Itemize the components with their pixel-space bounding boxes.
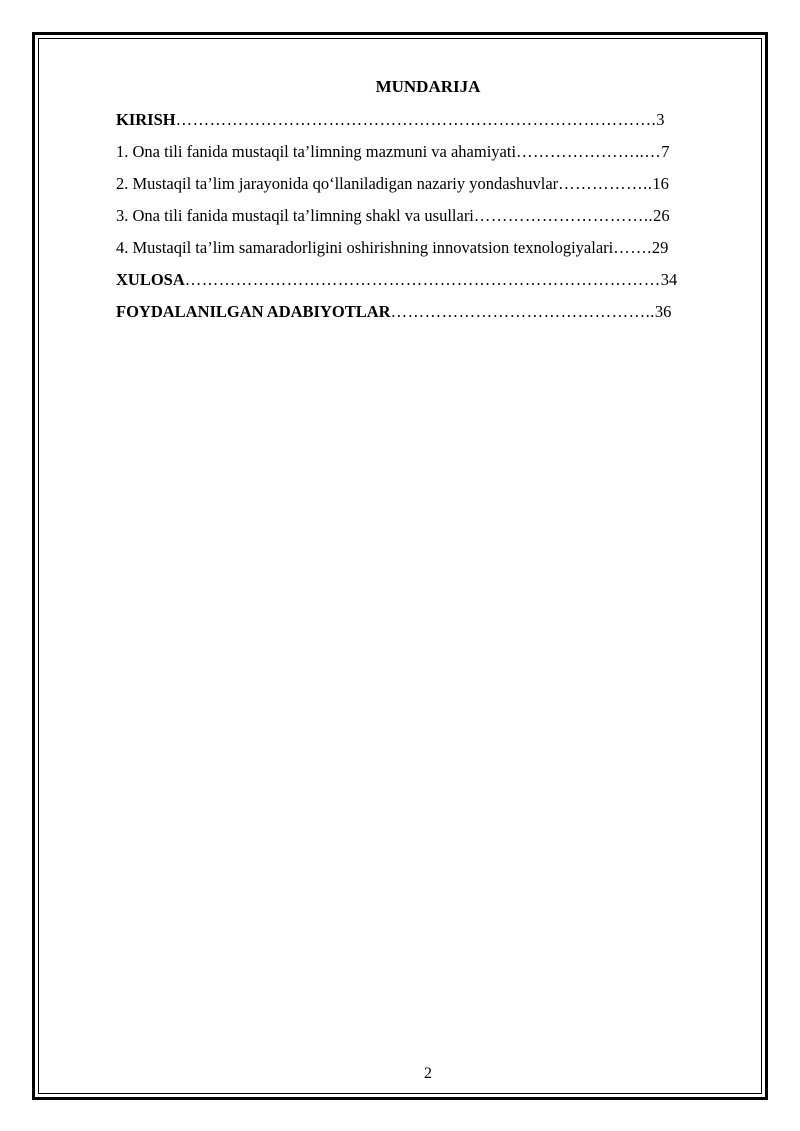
toc-heading: MUNDARIJA (375, 77, 481, 96)
toc-entry-chapter-4[interactable] (116, 236, 742, 268)
toc-leader-dots: ………………………….. (473, 206, 654, 225)
toc-entry-page: 16 (652, 174, 669, 193)
toc-entry-page: 34 (660, 270, 678, 289)
table-of-contents (116, 108, 742, 332)
toc-entry-title: 3. Ona tili fanida mustaqil ta’limning shakl va usullari (116, 206, 474, 225)
toc-entry-title: XULOSA (116, 270, 185, 289)
toc-entry-page: 3 (656, 110, 665, 129)
toc-leader-dots: ………………………………………………………………………… (184, 270, 661, 289)
toc-entry-chapter-3[interactable] (116, 204, 742, 236)
toc-entry-page: 26 (653, 206, 670, 225)
toc-entry-title: 2. Mustaqil ta’lim jarayonida qo‘llaniladigan nazariy yondashuvlar (116, 174, 559, 193)
toc-entry-xulosa[interactable] (116, 268, 742, 300)
toc-entry-chapter-1[interactable] (116, 140, 742, 172)
toc-entry-page: 36 (654, 302, 672, 321)
toc-leader-dots: …………………………………………………………………………. (175, 110, 657, 129)
toc-entry-title: KIRISH (116, 110, 176, 129)
toc-leader-dots: ……………………………………….. (390, 302, 655, 321)
toc-leader-dots: ……. (613, 238, 652, 257)
toc-entry-page: 7 (661, 142, 670, 161)
toc-entry-adabiyotlar[interactable] (116, 300, 742, 332)
toc-entry-title: 4. Mustaqil ta’lim samaradorligini oshirishning innovatsion texnologiyalari (116, 238, 614, 257)
toc-entry-chapter-2[interactable] (116, 172, 742, 204)
page-number: 2 (424, 1065, 432, 1082)
toc-entry-page: 29 (651, 238, 669, 257)
toc-entry-title: FOYDALANILGAN ADABIYOTLAR (116, 302, 391, 321)
toc-entry-kirish[interactable] (116, 108, 742, 140)
toc-leader-dots: …………….. (558, 174, 653, 193)
toc-entry-title: 1. Ona tili fanida mustaqil ta’limning mazmuni va ahamiyati (116, 142, 517, 161)
toc-leader-dots: …………………..… (516, 142, 662, 161)
